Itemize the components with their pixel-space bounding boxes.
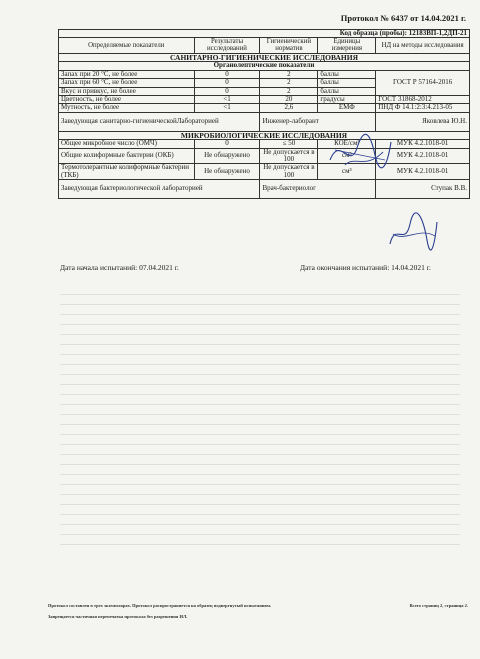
signer-title: Заведующая санитарно-гигиеническойЛабораторией <box>59 112 260 131</box>
row-norm: 20 <box>260 95 318 103</box>
signer-role: Инженер-лаборант <box>260 112 376 131</box>
row-method: ГОСТ Р 57164-2016 <box>376 70 470 95</box>
row-name: Запах при 20 °С, не более <box>59 70 195 78</box>
table-row <box>59 164 470 180</box>
col-result: Результаты исследований <box>194 38 260 53</box>
row-method: МУК 4.2.1018-01 <box>376 140 470 148</box>
row-name: Цветность, не более <box>59 95 195 103</box>
start-date: Дата начала испытаний: 07.04.2021 г. <box>60 263 179 272</box>
signer-title: Заведующая бактериологической лабораторией <box>59 180 260 199</box>
results-table <box>58 29 470 199</box>
column-header-row <box>59 38 470 53</box>
row-result: <1 <box>194 104 260 112</box>
footer-note-reprint: Запрещается частичная перепечатка протокола без разрешения ИЛ. <box>48 614 188 619</box>
signer-role: Врач-бактериолог <box>260 180 376 199</box>
row-unit: ЕМФ <box>318 104 376 112</box>
row-unit: баллы <box>318 87 376 95</box>
row-method: ГОСТ 31868-2012 <box>376 95 470 103</box>
sample-code: Код образца (пробы): 12183ВП-1,2ДП-21 <box>59 30 470 38</box>
section-subtitle-organoleptic: Органолептические показатели <box>59 62 470 70</box>
row-norm: 2 <box>260 87 318 95</box>
signer-name: Ступак В.В. <box>376 180 470 199</box>
sample-code-row <box>59 30 470 38</box>
row-unit: баллы <box>318 70 376 78</box>
row-norm: 2 <box>260 79 318 87</box>
row-name: Вкус и привкус, не более <box>59 87 195 95</box>
row-result: Не обнаружено <box>194 148 260 164</box>
bleed-through-background <box>60 285 460 575</box>
row-result: 0 <box>194 79 260 87</box>
signature-row-sanitary <box>59 112 470 131</box>
row-unit: КОЕ/см³ <box>318 140 376 148</box>
row-unit: градусы <box>318 95 376 103</box>
row-norm: 2 <box>260 70 318 78</box>
signer-name: Яковлева Ю.Н. <box>376 112 470 131</box>
row-unit: см³ <box>318 148 376 164</box>
row-unit: баллы <box>318 79 376 87</box>
col-unit: Единицы измерения <box>318 38 376 53</box>
table-row <box>59 104 470 112</box>
row-name: Общие колиформные бактерии (ОКБ) <box>59 148 195 164</box>
page-count: Всего страниц 2, страница 2. <box>409 603 468 608</box>
table-row <box>59 140 470 148</box>
section-title-micro: МИКРОБИОЛОГИЧЕСКИЕ ИССЛЕДОВАНИЯ <box>59 131 470 140</box>
row-norm: Не допускается в 100 <box>260 148 318 164</box>
row-result: 0 <box>194 140 260 148</box>
row-norm: ≤ 50 <box>260 140 318 148</box>
row-norm: 2,6 <box>260 104 318 112</box>
row-name: Термотолерантные колиформные бактерии (ТКБ) <box>59 164 195 180</box>
signature-scribble-icon <box>385 212 440 252</box>
row-method: МУК 4.2.1018-01 <box>376 148 470 164</box>
section-title-sanitary: САНИТАРНО-ГИГИЕНИЧЕСКИЕ ИССЛЕДОВАНИЯ <box>59 53 470 62</box>
row-name: Запах при 60 °С, не более <box>59 79 195 87</box>
row-name: Мутность, не более <box>59 104 195 112</box>
row-name: Общее микробное число (ОМЧ) <box>59 140 195 148</box>
protocol-header: Протокол № 6437 от 14.04.2021 г. <box>340 13 466 23</box>
footer-note-copies: Протокол составлен в трех экземплярах. Протокол распространяется на образец подвергнутый испытаниям. <box>48 603 272 608</box>
row-result: <1 <box>194 95 260 103</box>
end-date: Дата окончания испытаний: 14.04.2021 г. <box>300 263 431 272</box>
row-norm: Не допускается в 100 <box>260 164 318 180</box>
signature-row-micro <box>59 180 470 199</box>
row-result: Не обнаружено <box>194 164 260 180</box>
table-row <box>59 148 470 164</box>
row-unit: см³ <box>318 164 376 180</box>
col-norm: Гигиенический норматив <box>260 38 318 53</box>
col-indicator: Определяемые показатели <box>59 38 195 53</box>
col-method: НД на методы исследования <box>376 38 470 53</box>
row-method: МУК 4.2.1018-01 <box>376 164 470 180</box>
row-method: ПНД Ф 14.1:2:3:4.213-05 <box>376 104 470 112</box>
row-result: 0 <box>194 70 260 78</box>
row-result: 0 <box>194 87 260 95</box>
